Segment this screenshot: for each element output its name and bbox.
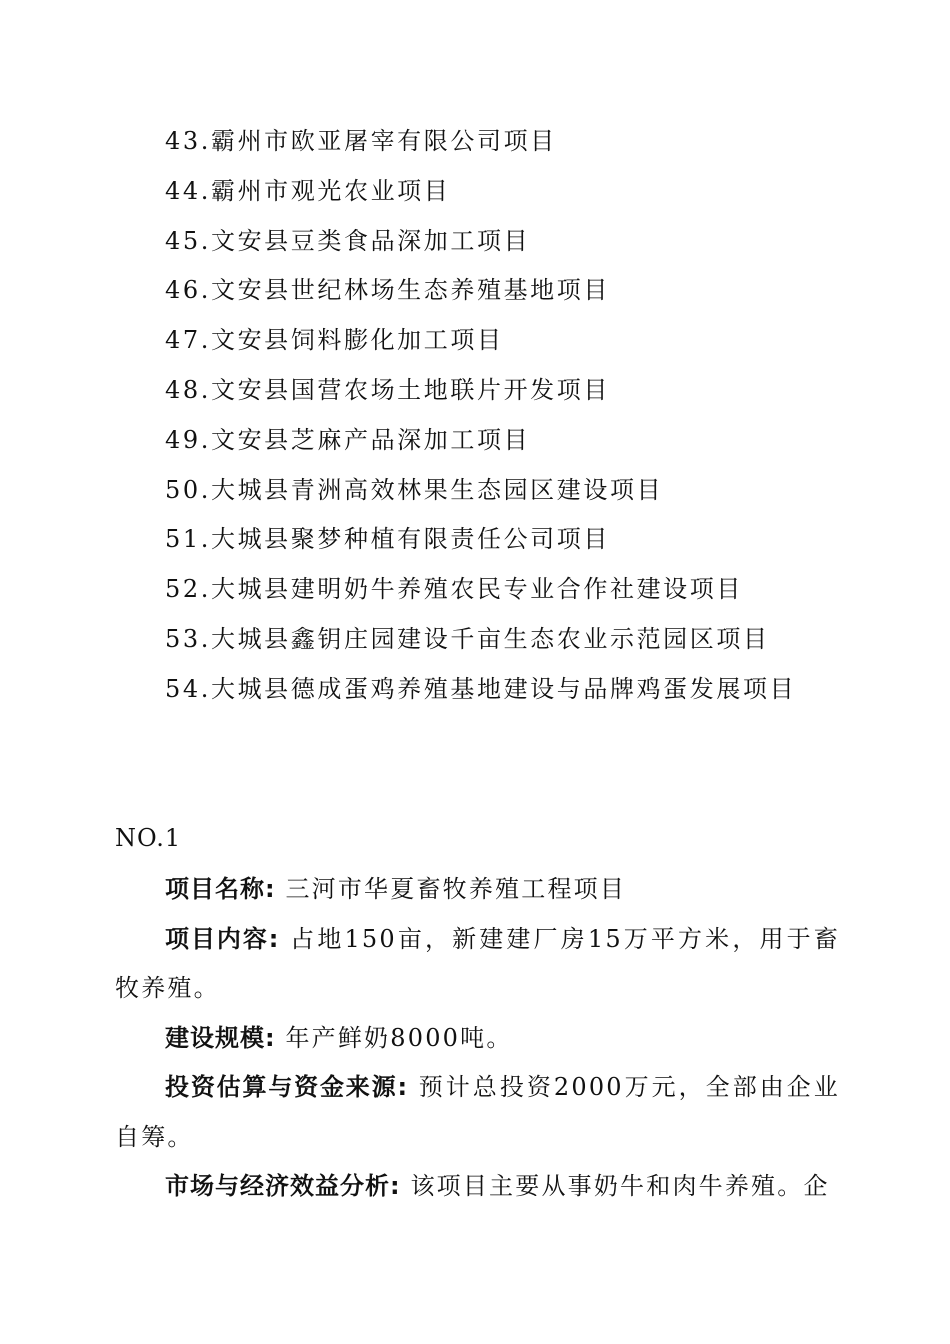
list-item: 50.大城县青洲高效林果生态园区建设项目 [165, 475, 664, 504]
list-item: 49.文安县芝麻产品深加工项目 [165, 425, 531, 454]
list-item: 48.文安县国营农场土地联片开发项目 [165, 375, 610, 404]
list-item: 51.大城县聚梦种植有限责任公司项目 [165, 525, 610, 554]
project-content-field [115, 915, 840, 1014]
project-market-value: 该项目主要从事奶牛和肉牛养殖。企 [410, 1172, 830, 1200]
project-market-label: 市场与经济效益分析: [165, 1172, 401, 1200]
project-content-value: 占地150亩，新建建厂房15万平方米，用于畜牧养殖。 [115, 924, 840, 1002]
project-number: NO.1 [115, 824, 182, 852]
project-list [165, 120, 885, 718]
project-market-field [115, 1162, 840, 1212]
list-item: 45.文安县豆类食品深加工项目 [165, 226, 531, 255]
project-detail [115, 815, 840, 1212]
list-item: 46.文安县世纪林场生态养殖基地项目 [165, 276, 610, 305]
project-name-label: 项目名称: [165, 875, 276, 903]
list-item: 52.大城县建明奶牛养殖农民专业合作社建设项目 [165, 575, 743, 604]
project-content-label: 项目内容: [165, 924, 280, 953]
list-item: 44.霸州市观光农业项目 [165, 176, 451, 205]
project-scale-field [115, 1014, 840, 1064]
list-item: 53.大城县鑫钥庄园建设千亩生态农业示范园区项目 [165, 624, 770, 653]
list-item: 54.大城县德成蛋鸡养殖基地建设与品牌鸡蛋发展项目 [165, 674, 797, 703]
project-investment-label: 投资估算与资金来源: [165, 1073, 409, 1101]
list-item: 47.文安县饲料膨化加工项目 [165, 326, 504, 355]
project-name-field [115, 865, 840, 915]
project-investment-field [115, 1063, 840, 1162]
project-scale-label: 建设规模: [165, 1023, 276, 1052]
project-investment-value: 预计总投资2000万元，全部由企业自筹。 [115, 1073, 840, 1151]
list-item: 43.霸州市欧亚屠宰有限公司项目 [165, 127, 557, 155]
project-scale-value: 年产鲜奶8000吨。 [285, 1023, 513, 1052]
project-name-value: 三河市华夏畜牧养殖工程项目 [285, 875, 627, 903]
